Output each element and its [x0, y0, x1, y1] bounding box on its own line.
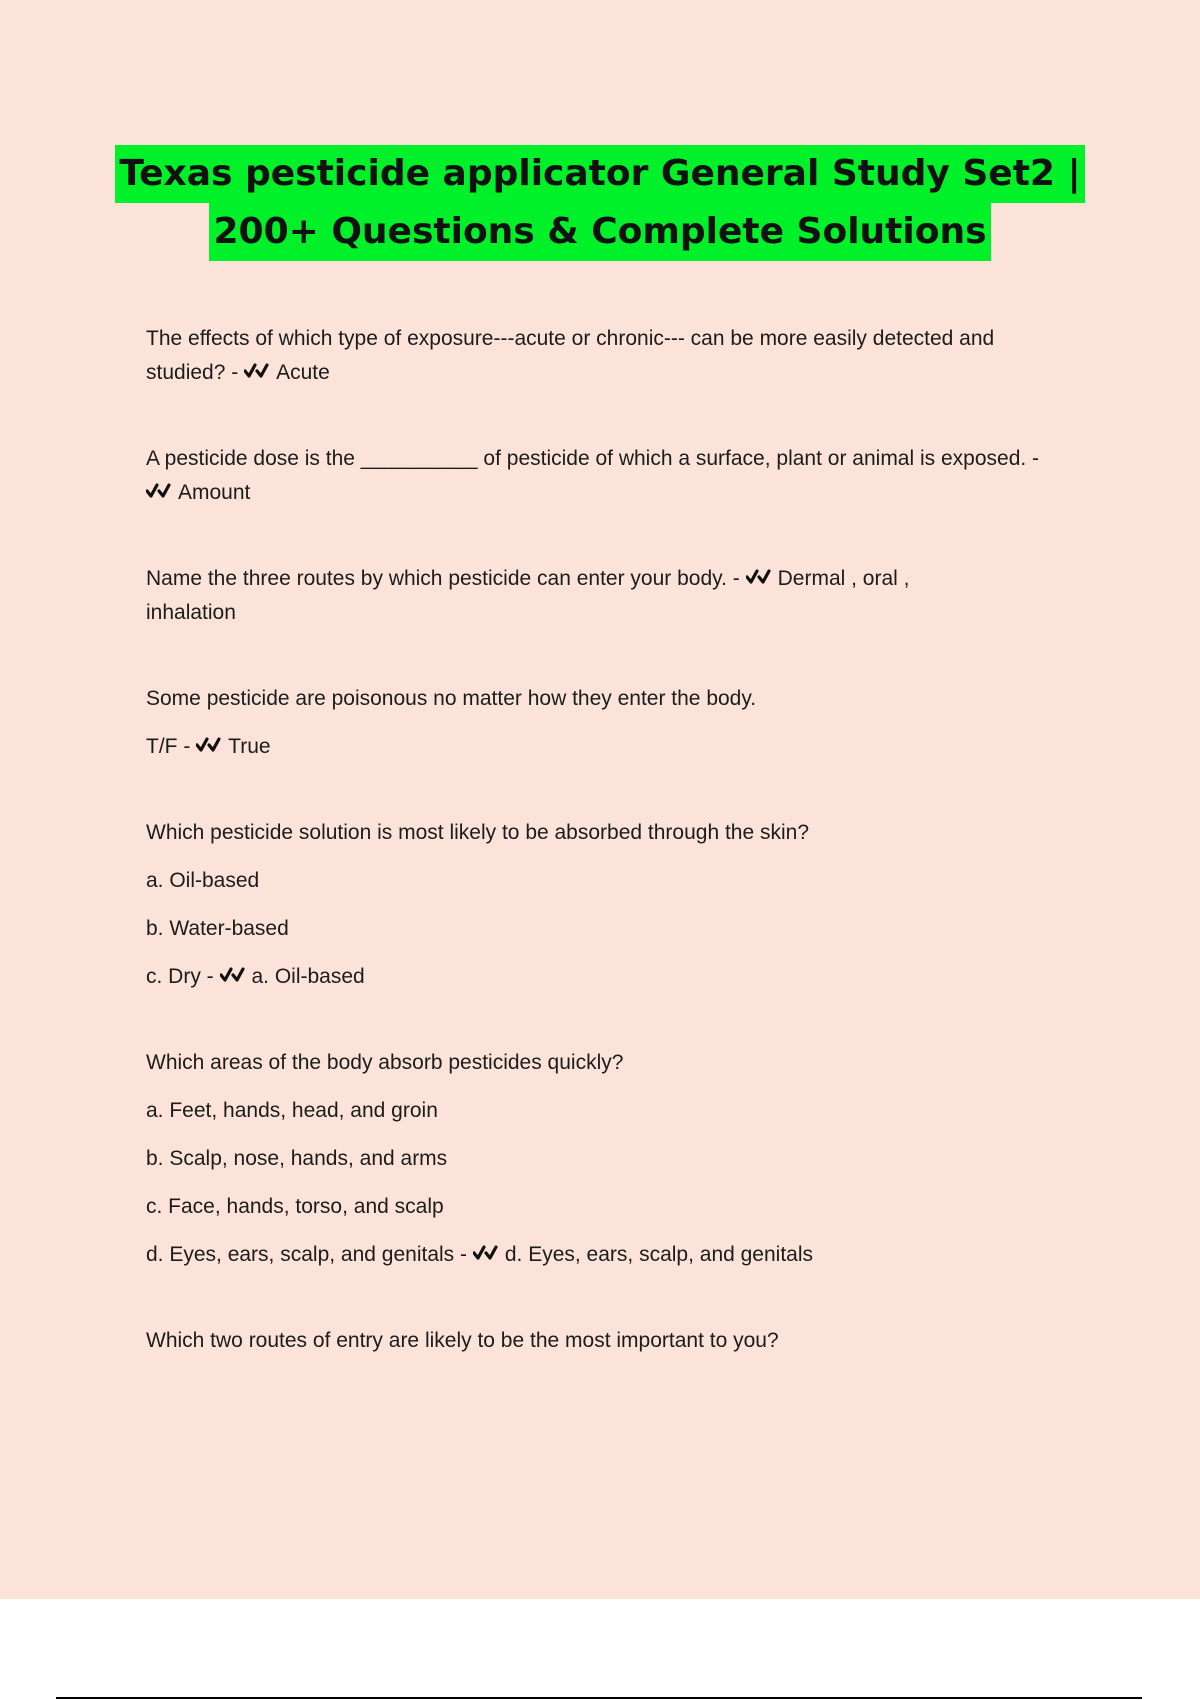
option-text: b. Water-based [146, 917, 289, 940]
answer-text: True [228, 735, 271, 758]
question-text: Which two routes of entry are likely to be the most important to you? [146, 1329, 779, 1352]
title-line-1: Texas pesticide applicator General Study Set2 | [115, 145, 1084, 203]
question-item [146, 562, 1086, 630]
double-check-icon [146, 478, 172, 498]
question-text: T/F - [146, 735, 191, 758]
double-check-icon [746, 564, 772, 584]
double-check-icon [220, 962, 246, 982]
question-text: The effects of which type of exposure---acute or chronic--- can be more easily detected and [146, 327, 995, 350]
question-item [146, 322, 1086, 390]
option-text: b. Scalp, nose, hands, and arms [146, 1147, 448, 1170]
answer-text: d. Eyes, ears, scalp, and genitals [504, 1243, 814, 1266]
question-text: studied? - [146, 361, 239, 384]
question-text: Name the three routes by which pesticide can enter your body. - [146, 567, 740, 590]
question-item [146, 442, 1086, 510]
answer-text: inhalation [146, 601, 236, 624]
footer-divider [56, 1697, 1142, 1699]
question-item [146, 816, 1086, 994]
option-text: a. Feet, hands, head, and groin [146, 1099, 438, 1122]
option-text: c. Face, hands, torso, and scalp [146, 1195, 444, 1218]
double-check-icon [473, 1240, 499, 1260]
answer-text: Amount [178, 481, 251, 504]
question-list [146, 322, 1086, 1410]
double-check-icon [244, 358, 270, 378]
option-text: a. Oil-based [146, 869, 260, 892]
question-item [146, 1046, 1086, 1272]
double-check-icon [196, 732, 222, 752]
question-item [146, 682, 1086, 764]
question-text: Which areas of the body absorb pesticides quickly? [146, 1051, 624, 1074]
answer-text: Acute [276, 361, 330, 384]
answer-text: Dermal , oral , [777, 567, 910, 590]
question-text: Some pesticide are poisonous no matter how they enter the body. [146, 687, 757, 710]
option-text: d. Eyes, ears, scalp, and genitals - [146, 1243, 467, 1266]
question-text: Which pesticide solution is most likely to be absorbed through the skin? [146, 821, 810, 844]
answer-text: a. Oil-based [251, 965, 365, 988]
document-title [0, 145, 1200, 261]
title-line-2: 200+ Questions & Complete Solutions [209, 203, 990, 261]
option-text: c. Dry - [146, 965, 214, 988]
question-item [146, 1324, 1086, 1358]
question-text: A pesticide dose is the __________ of pesticide of which a surface, plant or animal is exposed. - [146, 447, 1040, 470]
